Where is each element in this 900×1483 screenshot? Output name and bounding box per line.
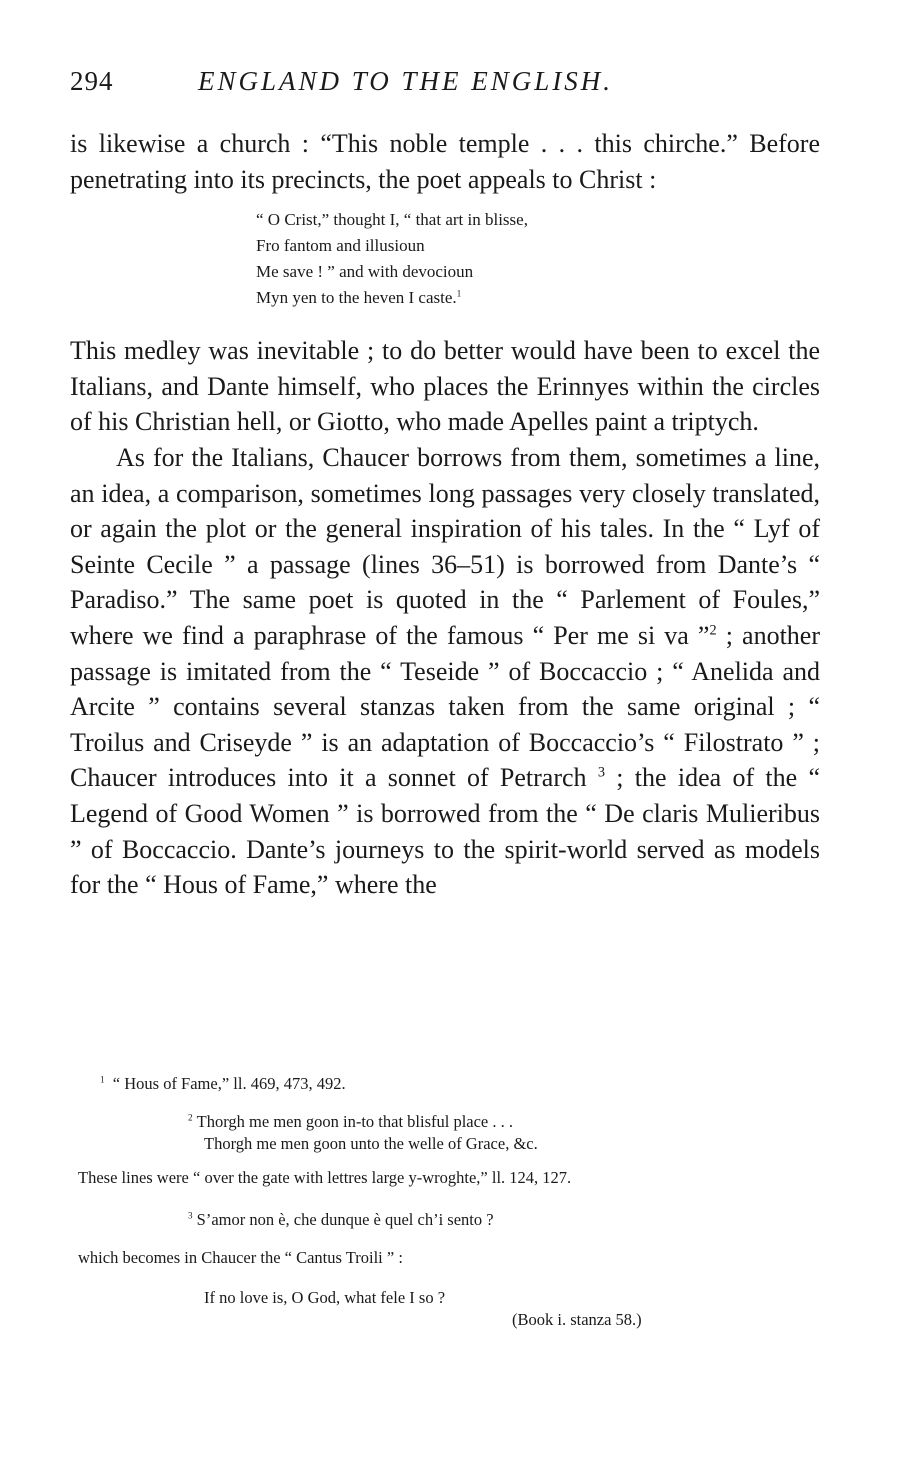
- page-header: [70, 66, 830, 106]
- footnote-3-commentary: which becomes in Chaucer the “ Cantus Troili ” :: [78, 1248, 403, 1267]
- footnote-2-line-1-text: Thorgh me men goon in-to that blisful place . . .: [196, 1112, 514, 1131]
- footnote-2-line-2: Thorgh me men goon unto the welle of Grace, &c.: [204, 1134, 538, 1153]
- verse-quote: [256, 207, 820, 311]
- page-number: 294: [70, 66, 114, 96]
- footnote-2: [188, 1111, 818, 1155]
- paragraph-1: is likewise a church : “This noble temple . . . this chirche.” Before penetrating into its precincts, the poet appeals to Christ :: [70, 129, 820, 194]
- paragraph-3: [70, 440, 820, 903]
- footnote-1-text: “ Hous of Fame,” ll. 469, 473, 492.: [112, 1074, 346, 1093]
- verse-line-1: “ O Crist,” thought I, “ that art in blisse,: [256, 210, 528, 230]
- paragraph-3-part-1: As for the Italians, Chaucer borrows from them, sometimes a line, an idea, a comparison, sometimes long passages very closely translated, or again the plot or the general inspiration of his tales. In the “ Lyf of Seinte Cecile ” a passage (lines 36–51) is borrowed from Dante’s “ Paradiso.” The same poet is quoted in the “ Parlement of Foules,” where we find a paraphrase of the famous “ Per me si va ”: [70, 442, 820, 650]
- verse-line-4: [256, 285, 820, 311]
- footnote-1: [100, 1073, 818, 1095]
- footnote-ref-2: 2: [709, 622, 717, 639]
- running-title: ENGLAND TO THE ENGLISH.: [198, 66, 614, 96]
- footnote-3-verse: If no love is, O God, what fele I so ?: [204, 1288, 446, 1307]
- footnote-ref-1: 1: [456, 289, 462, 300]
- main-text: [70, 126, 820, 903]
- verse-line-2: Fro fantom and illusioun: [256, 236, 425, 256]
- footnote-2-mark: 2: [188, 1112, 193, 1123]
- verse-line-3: Me save ! ” and with devocioun: [256, 262, 474, 282]
- paragraph-3-part-3: ; the idea of the “ Legend of Good Women ” is borrowed from the “ De claris Mulieribus ” of Boccaccio. Dante’s journeys to the spirit-world served as models for the “ Hous of Fame,” where the: [70, 763, 820, 900]
- footnotes: [78, 1073, 818, 1331]
- footnote-2-commentary: These lines were “ over the gate with lettres large y-wroghte,” ll. 124, 127.: [78, 1168, 572, 1187]
- footnote-3-citation: (Book i. stanza 58.): [512, 1310, 642, 1329]
- paragraph-2: This medley was inevitable ; to do better would have been to excel the Italians, and Dante himself, who places the Erinnyes within the circles of his Christian hell, or Giotto, who made Apelles paint a triptych.: [70, 336, 820, 437]
- footnote-3-mark: 3: [188, 1210, 193, 1221]
- verse-line-4-text: Myn yen to the heven I caste.: [256, 288, 457, 308]
- footnote-ref-3: 3: [597, 764, 605, 781]
- paragraph-3-part-2: ; another passage is imitated from the “ Teseide ” of Boccaccio ; “ Anelida and Arcite ” contains several stanzas taken from the same original ; “ Troilus and Criseyde ” is an adaptation of Boccaccio’s “ Filostrato ” ; Chaucer introduces into it a sonnet of Petrarch: [70, 620, 820, 793]
- footnote-3-text: S’amor non è, che dunque è quel ch’i sento ?: [196, 1210, 494, 1229]
- footnote-1-mark: 1: [100, 1074, 105, 1085]
- footnote-3: [188, 1209, 818, 1231]
- footnote-2-line-1: [188, 1111, 818, 1133]
